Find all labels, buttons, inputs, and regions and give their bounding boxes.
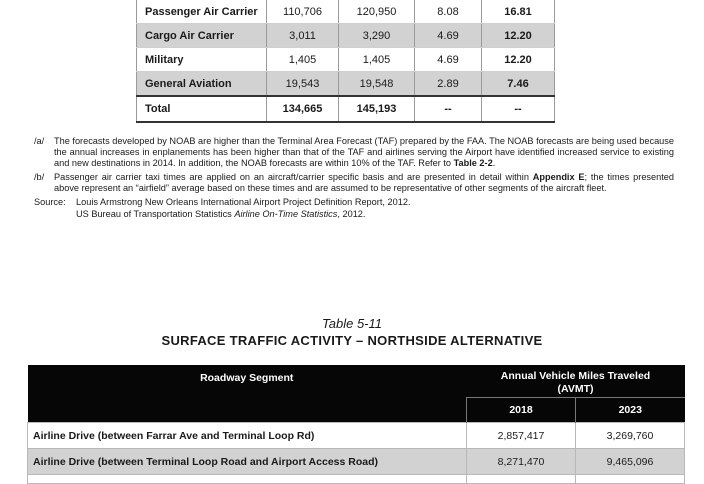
footnote-end: . xyxy=(492,158,496,168)
table-cell: 3,290 xyxy=(339,24,415,48)
operations-table xyxy=(136,0,555,123)
row-label: Military xyxy=(137,48,267,72)
table-cell: 1,405 xyxy=(267,48,339,72)
table-cell: 2.89 xyxy=(415,72,482,97)
source-line xyxy=(76,209,411,220)
table-cell: 7.46 xyxy=(482,72,555,97)
source-lines xyxy=(76,197,411,221)
table-cell: 4.69 xyxy=(415,24,482,48)
avmt-abbr: (AVMT) xyxy=(557,383,594,395)
table-cell: 8.08 xyxy=(415,0,482,24)
table-cell: -- xyxy=(482,96,555,122)
table-cell: 12.20 xyxy=(482,48,555,72)
footnote-marker: /b/ xyxy=(34,172,45,182)
table-row xyxy=(137,24,555,48)
footnote-b xyxy=(34,172,674,194)
table-cell: 145,193 xyxy=(339,96,415,122)
total-row xyxy=(137,96,555,122)
table-cell: -- xyxy=(415,96,482,122)
table-row xyxy=(28,423,685,449)
column-header-segment: Roadway Segment xyxy=(28,365,467,423)
table-row xyxy=(28,475,685,484)
footnote-marker: /a/ xyxy=(34,136,45,146)
table-cell: 4.69 xyxy=(415,48,482,72)
footnote-text xyxy=(54,172,674,194)
appendix-reference: Appendix E xyxy=(532,172,585,182)
column-header-year: 2023 xyxy=(576,398,685,423)
table-row xyxy=(137,48,555,72)
footnote-a xyxy=(34,136,674,169)
table-reference: Table 2-2 xyxy=(453,158,493,168)
footnote-body: Passenger air carrier taxi times are applied on an aircraft/carrier specific basis and are presented in detail within xyxy=(54,172,529,182)
table-cell: 3,011 xyxy=(267,24,339,48)
avmt-label: Annual Vehicle Miles Traveled xyxy=(500,370,651,382)
source-note xyxy=(34,197,674,221)
row-label: Total xyxy=(137,96,267,122)
table-cell: 120,950 xyxy=(339,0,415,24)
table-row xyxy=(137,72,555,97)
table-cell: 8,271,470 xyxy=(467,449,576,475)
source-line: Louis Armstrong New Orleans International Airport Project Definition Report, 2012. xyxy=(76,197,411,207)
table-cell: 1,405 xyxy=(339,48,415,72)
table-cell xyxy=(576,475,685,484)
source-text: US Bureau of Transportation Statistics xyxy=(76,209,232,219)
source-text: , 2012. xyxy=(337,209,366,219)
table-title: SURFACE TRAFFIC ACTIVITY – NORTHSIDE ALTERNATIVE xyxy=(161,333,543,348)
table-cell: 110,706 xyxy=(267,0,339,24)
table-row xyxy=(28,449,685,475)
row-label: Cargo Air Carrier xyxy=(137,24,267,48)
table-notes xyxy=(34,136,674,221)
table-cell: 2,857,417 xyxy=(467,423,576,449)
segment-cell xyxy=(28,475,467,484)
table-cell xyxy=(467,475,576,484)
table-row xyxy=(137,0,555,24)
surface-traffic-table xyxy=(27,365,685,484)
row-label: Passenger Air Carrier xyxy=(137,0,267,24)
table-cell: 3,269,760 xyxy=(576,423,685,449)
source-title: Airline On-Time Statistics xyxy=(234,209,338,219)
table-cell: 19,543 xyxy=(267,72,339,97)
column-header-avmt xyxy=(467,365,685,398)
table-cell: 16.81 xyxy=(482,0,555,24)
table-cell: 19,548 xyxy=(339,72,415,97)
table-number: Table 5-11 xyxy=(322,316,382,331)
segment-cell: Airline Drive (between Farrar Ave and Terminal Loop Rd) xyxy=(28,423,467,449)
source-label: Source: xyxy=(34,197,66,207)
footnote-body: The forecasts developed by NOAB are higher than the Terminal Area Forecast (TAF) prepared by the FAA. The NOAB forecasts are being used because the annual increases in enplanements has been higher than that of the TAF and airlines serving the Airport have identified increased service to existing and new destinations in 2014. In addition, the NOAB forecasts are within 10% of the TAF. Refer to xyxy=(54,136,674,168)
footnote-text xyxy=(54,136,674,169)
row-label: General Aviation xyxy=(137,72,267,97)
footnote-end: ; the times presented above represent an “airfield” average based on these times and are assumed to be representative of other segments of the aircraft fleet. xyxy=(54,172,675,193)
table-cell: 9,465,096 xyxy=(576,449,685,475)
header-row xyxy=(28,365,685,398)
table-cell: 12.20 xyxy=(482,24,555,48)
column-header-year: 2018 xyxy=(467,398,576,423)
segment-cell: Airline Drive (between Terminal Loop Road and Airport Access Road) xyxy=(28,449,467,475)
table-cell: 134,665 xyxy=(267,96,339,122)
